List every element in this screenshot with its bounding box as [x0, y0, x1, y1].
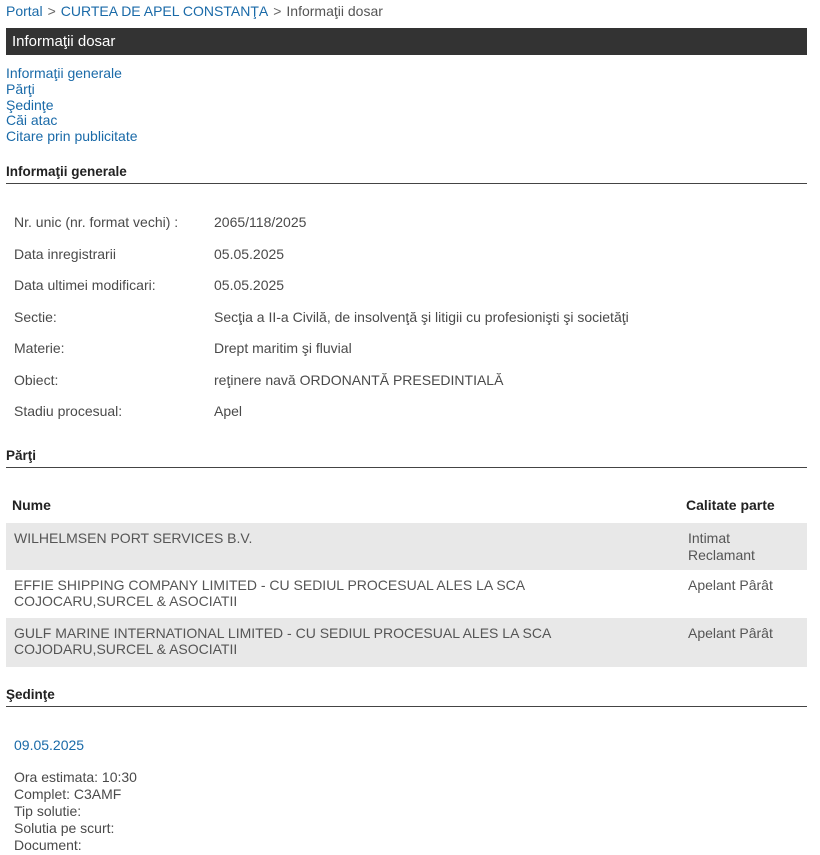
breadcrumb-separator: >: [47, 3, 56, 19]
general-info-heading: Informaţii generale: [6, 164, 807, 184]
info-label: Materie:: [14, 340, 65, 356]
section-nav: [6, 66, 138, 145]
info-label: Sectie:: [14, 309, 57, 325]
hearing-complet: Complet: C3AMF: [14, 786, 122, 802]
sedinte-heading: Şedinţe: [6, 687, 807, 707]
info-value: 05.05.2025: [214, 246, 285, 262]
info-label: Data ultimei modificari:: [14, 277, 156, 293]
party-role: Intimat Reclamant: [688, 530, 755, 563]
party-name: WILHELMSEN PORT SERVICES B.V.: [14, 530, 253, 546]
info-value: reţinere navă ORDONANTĂ PRESEDINTIALĂ: [214, 372, 504, 388]
breadcrumb-court-link[interactable]: CURTEA DE APEL CONSTANŢA: [60, 3, 269, 19]
hearing-details: [14, 769, 137, 854]
breadcrumb-separator: >: [273, 3, 282, 19]
hearing-document: Document:: [14, 837, 82, 853]
info-value: 05.05.2025: [214, 277, 285, 293]
parti-heading: Părţi: [6, 448, 807, 468]
nav-link-parti[interactable]: Părţi: [6, 80, 35, 97]
nav-link-cai-atac[interactable]: Căi atac: [6, 112, 58, 129]
column-header-calitate: Calitate parte: [686, 497, 775, 513]
info-value: Apel: [214, 403, 243, 419]
breadcrumb-portal-link[interactable]: Portal: [6, 3, 43, 19]
hearing-ora-estimata: Ora estimata: 10:30: [14, 769, 137, 785]
table-row: [6, 618, 807, 667]
info-value: Secţia a II-a Civilă, de insolvenţă şi litigii cu profesionişti şi societăţi: [214, 309, 629, 325]
info-value: 2065/118/2025: [214, 214, 307, 230]
info-label: Nr. unic (nr. format vechi) :: [14, 214, 179, 230]
nav-link-citare-publicitate[interactable]: Citare prin publicitate: [6, 128, 138, 145]
table-row: [6, 570, 807, 618]
breadcrumb: [6, 3, 383, 19]
party-role: Apelant Pârât: [688, 577, 773, 593]
hearing-tip-solutie: Tip solutie:: [14, 803, 82, 819]
hearing-solutia-pe-scurt: Solutia pe scurt:: [14, 820, 115, 836]
info-label: Stadiu procesual:: [14, 403, 123, 419]
table-row: [6, 523, 807, 570]
info-label: Data inregistrarii: [14, 246, 116, 262]
page-title: Informaţii dosar: [6, 28, 807, 55]
info-value: Drept maritim şi fluvial: [214, 340, 352, 356]
party-role: Apelant Pârât: [688, 625, 773, 641]
info-label: Obiect:: [14, 372, 59, 388]
breadcrumb-current: Informaţii dosar: [286, 3, 383, 19]
nav-link-sedinte[interactable]: Şedinţe: [6, 96, 54, 113]
column-header-nume: Nume: [12, 497, 51, 513]
party-name: EFFIE SHIPPING COMPANY LIMITED - CU SEDIUL PROCESUAL ALES LA SCA COJOCARU,SURCEL & ASOCIATII: [14, 577, 525, 609]
hearing-date-link[interactable]: 09.05.2025: [14, 737, 85, 753]
party-name: GULF MARINE INTERNATIONAL LIMITED - CU SEDIUL PROCESUAL ALES LA SCA COJODARU,SURCEL & ASOCIATII: [14, 625, 551, 657]
nav-link-informatii-generale[interactable]: Informaţii generale: [6, 65, 122, 81]
